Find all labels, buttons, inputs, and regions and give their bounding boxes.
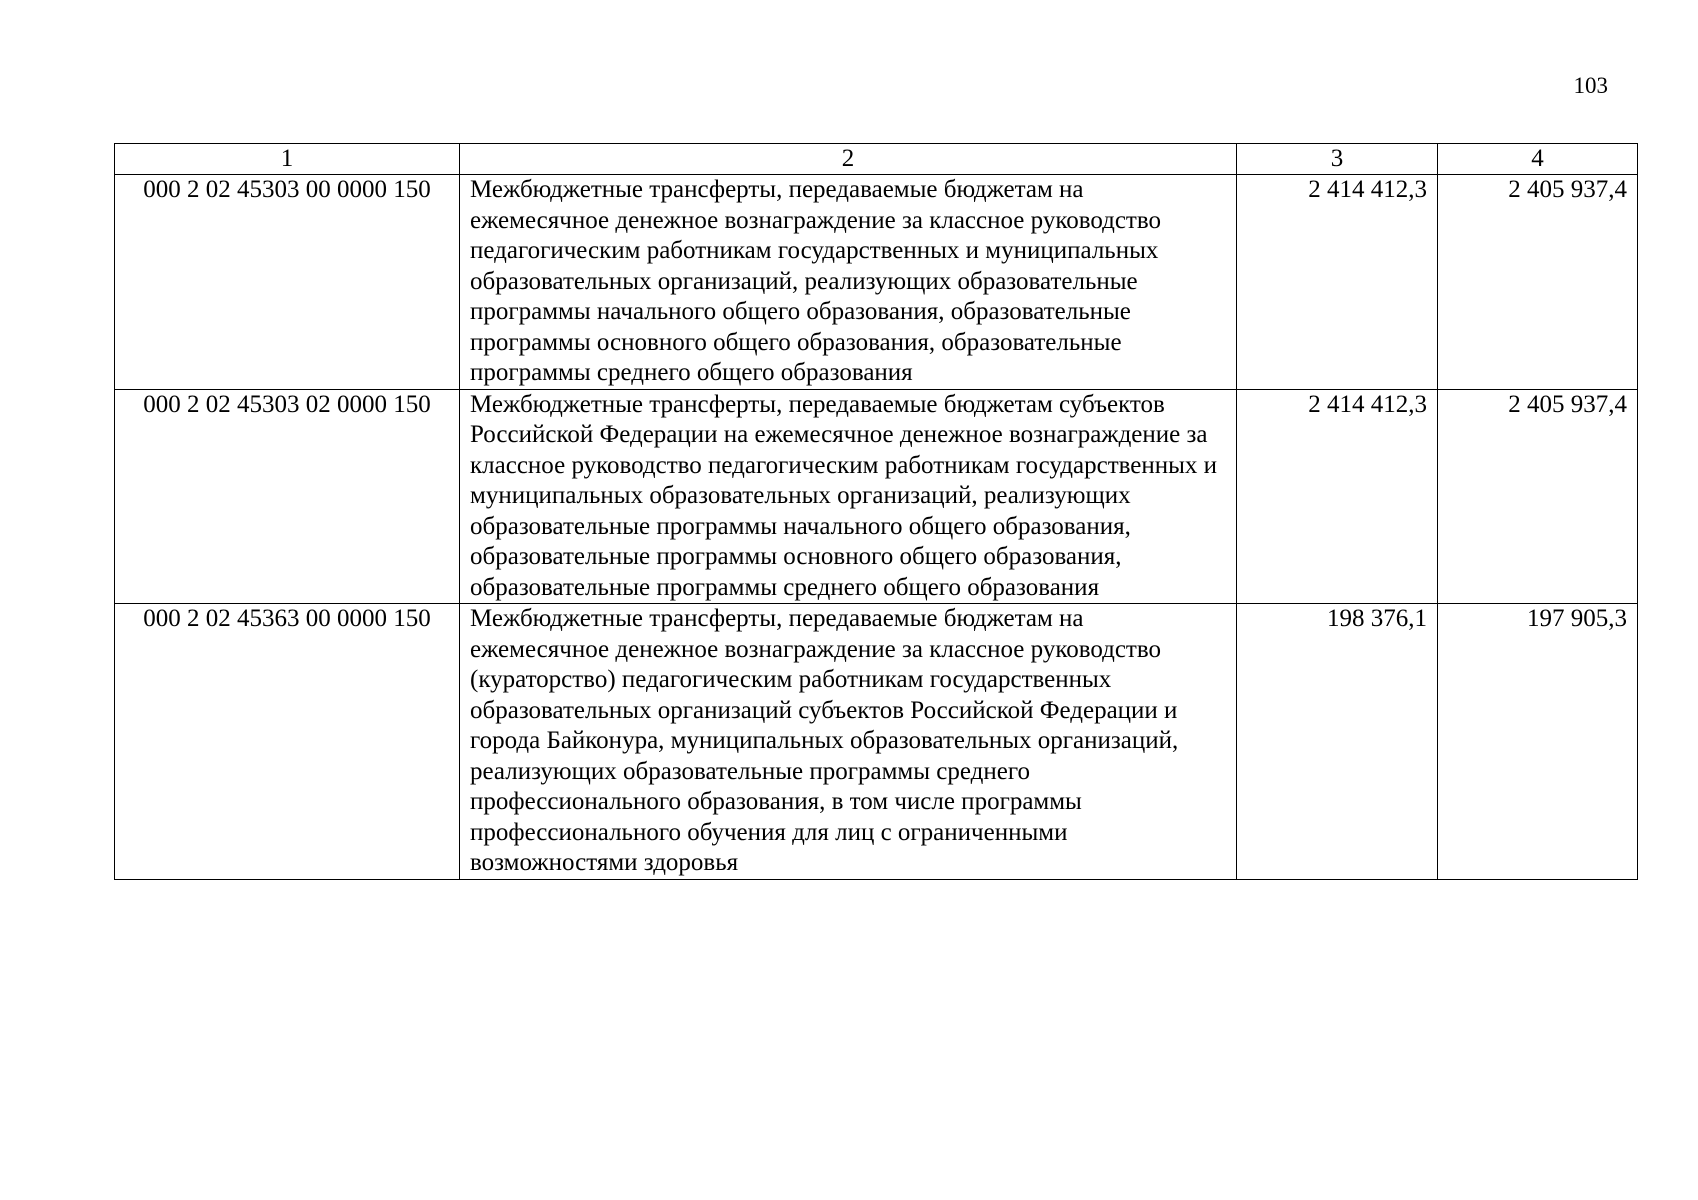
page-number: 103 (1573, 73, 1608, 98)
amount-cell: 2 414 412,3 (1237, 175, 1438, 390)
amount-cell: 2 414 412,3 (1237, 389, 1438, 604)
table-header-row (115, 144, 1638, 175)
amount-cell: 2 405 937,4 (1438, 175, 1638, 390)
column-header: 4 (1438, 144, 1638, 175)
budget-code-cell: 000 2 02 45303 00 0000 150 (115, 175, 460, 390)
column-header: 2 (460, 144, 1237, 175)
budget-code-cell: 000 2 02 45363 00 0000 150 (115, 604, 460, 880)
table-row (115, 389, 1638, 604)
budget-code-cell: 000 2 02 45303 02 0000 150 (115, 389, 460, 604)
description-cell: Межбюджетные трансферты, передаваемые бюджетам на ежемесячное денежное вознаграждение за классное руководство (кураторство) педагогическим работникам государственных образовательных организаций субъектов Российской Федерации и города Байконура, муниципальных образовательных организаций, реализующих образовательные программы среднего профессионального образования, в том числе программы профессионального обучения для лиц с ограниченными возможностями здоровья (460, 604, 1237, 880)
table-row (115, 175, 1638, 390)
table-row (115, 604, 1638, 880)
amount-cell: 197 905,3 (1438, 604, 1638, 880)
description-cell: Межбюджетные трансферты, передаваемые бюджетам субъектов Российской Федерации на ежемесячное денежное вознаграждение за классное руководство педагогическим работникам государственных и муниципальных образовательных организаций, реализующих образовательные программы начального общего образования, образовательные программы основного общего образования, образовательные программы среднего общего образования (460, 389, 1237, 604)
amount-cell: 2 405 937,4 (1438, 389, 1638, 604)
description-cell: Межбюджетные трансферты, передаваемые бюджетам на ежемесячное денежное вознаграждение за классное руководство педагогическим работникам государственных и муниципальных образовательных организаций, реализующих образовательные программы начального общего образования, образовательные программы основного общего образования, образовательные программы среднего общего образования (460, 175, 1237, 390)
column-header: 3 (1237, 144, 1438, 175)
column-header: 1 (115, 144, 460, 175)
budget-table (114, 143, 1638, 880)
amount-cell: 198 376,1 (1237, 604, 1438, 880)
